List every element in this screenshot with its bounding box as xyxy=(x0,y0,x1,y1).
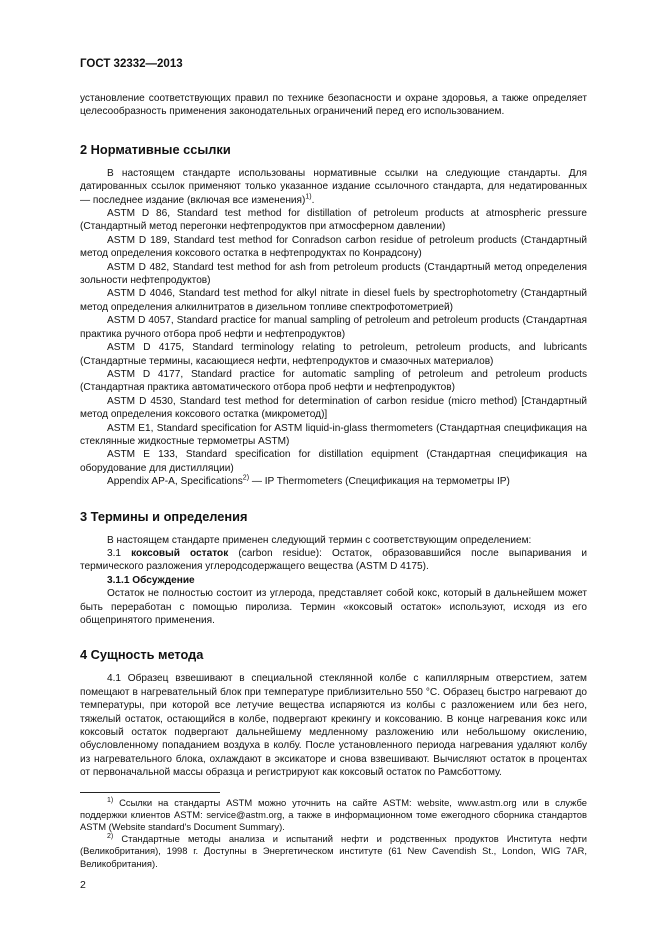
footnote-ref-2: 2) xyxy=(242,474,250,482)
page-number: 2 xyxy=(80,878,86,891)
reference-item: ASTM D 4057, Standard practice for manual sampling of petroleum and petroleum products (Стандартная практика ручного отбора проб нефти и нефтепродуктов) xyxy=(80,315,587,340)
term-definition: 3.1 коксовый остаток (carbon residue): Остаток, образовавшийся после выпаривания и термического разложения углеродсодержащего вещества (ASTM D 4175). xyxy=(80,547,587,573)
section-normative-references xyxy=(80,142,587,489)
document-header: ГОСТ 32332—2013 xyxy=(80,58,183,70)
reference-item: ASTM D 86, Standard test method for distillation of petroleum products at atmospheric pressure (Стандартный метод перегонки нефтепродуктов при атмосферном давлении) xyxy=(80,208,587,233)
term-name: коксовый остаток xyxy=(131,547,229,559)
reference-item: ASTM D 4530, Standard test method for determination of carbon residue (micro method) [Стандартный метод определения коксового остатка (микрометод)] xyxy=(80,395,587,421)
reference-item: ASTM E1, Standard specification for ASTM liquid-in-glass thermometers (Стандартная спецификация на стеклянные жидкостные термометры ASTM) xyxy=(80,422,587,447)
footnote-divider xyxy=(80,792,220,793)
footnote-1: $^{1)}$ Ссылки на стандарты ASTM можно уточнить на сайте ASTM: website, www.astm.org или в службе поддержки клиентов ASTM: service@astm.org, а также в информационном томе ежегодного сборника стандартов ASTM (Website standard's Document Summary). xyxy=(80,796,587,833)
footnote-mark: 2) xyxy=(107,833,114,841)
section-terms xyxy=(80,509,587,628)
discussion-text: Остаток не полностью состоит из углерода, представляет собой кокс, который в дальнейшем может быть переработан с помощью пиролиза. Термин «коксовый остаток» используют, исходя из его общепринятого применения. xyxy=(80,588,587,626)
footnotes xyxy=(80,797,587,870)
reference-item: ASTM D 482, Standard test method for ash from petroleum products (Стандартный метод определения зольности нефтепродуктов) xyxy=(80,261,587,287)
section-method xyxy=(80,647,587,779)
section-2-title: 2 Нормативные ссылки xyxy=(80,141,231,157)
footnote-ref-1: 1) xyxy=(305,193,312,201)
reference-item: ASTM E 133, Standard specification for distillation equipment (Стандартная спецификация на оборудование для дистилляции) xyxy=(80,449,587,474)
section-3-lead: В настоящем стандарте применен следующий термин с соответствующим определением: xyxy=(107,534,532,546)
reference-item: ASTM D 4046, Standard test method for alkyl nitrate in diesel fuels by spectrophotometry (Стандартный метод определения алкилнитратов в дизельном топливе спектрофотометрией) xyxy=(80,288,587,313)
reference-item: ASTM D 189, Standard test method for Conradson carbon residue of petroleum products (Стандартный метод определения коксового остатка в нефтепродуктах по Конрадсону) xyxy=(80,234,587,260)
reference-list xyxy=(80,207,587,475)
footnote-2: $^{2)}$ Стандартные методы анализа и испытаний нефти и родственных продуктов Института нефти (Великобритания), 1998 г. Доступны в Энергетическом институте (61 New Cavendish St., London, WIG 7AR, Великобритания). xyxy=(80,833,587,869)
section-4-title: 4 Сущность метода xyxy=(80,647,204,663)
discussion-title: 3.1.1 Обсуждение xyxy=(107,574,195,586)
section-4-text: 4.1 Образец взвешивают в специальной стеклянной колбе с капиллярным отверстием, затем помещают в нагревательный блок при температуре приблизительно 550 °С. Образец быстро нагревают до температуры, при которой все летучие вещества испаряются из колбы с разложением или без него, тяжелый остаток, остающийся в колбе, подвергают крекингу и коксованию. В конце нагревания кокс или коксовый остаток подвергают дальнейшему медленному разложению или небольшому окислению, обусловленному попаданием воздуха в колбу. После установленного периода нагревания удаляют колбу из нагревательного блока, охлаждают в эксикаторе и снова взвешивают. Вычисляют остаток в процентах от первоначальной массы образца и регистрируют как коксовый остаток по Рамсботтому. xyxy=(80,673,587,779)
section-3-title: 3 Термины и определения xyxy=(80,508,248,524)
reference-appendix: Appendix AP-A, Specifications$^{2)}$ — IP Thermometers (Спецификация на термометры IP) xyxy=(107,474,510,488)
footnote-mark: 1) xyxy=(107,796,114,804)
section-2-lead: В настоящем стандарте использованы нормативные ссылки на следующие стандарты. Для датированных ссылок применяют только указанное издание ссылочного стандарта, для недатированных — последнее издание (включая все изменения)$^{1)}$. xyxy=(80,167,587,206)
reference-item: ASTM D 4175, Standard terminology relating to petroleum, petroleum products, and lubricants (Стандартные термины, касающиеся нефти, нефтепродуктов и смазочных материалов) xyxy=(80,342,587,367)
intro-paragraph: установление соответствующих правил по технике безопасности и охране здоровья, а также определяет целесообразность применения законодательных ограничений перед его использованием. xyxy=(80,93,587,118)
reference-item: ASTM D 4177, Standard practice for automatic sampling of petroleum and petroleum products (Стандартная практика автоматического отбора проб нефти и нефтепродуктов) xyxy=(80,368,587,394)
document-page xyxy=(80,58,587,891)
